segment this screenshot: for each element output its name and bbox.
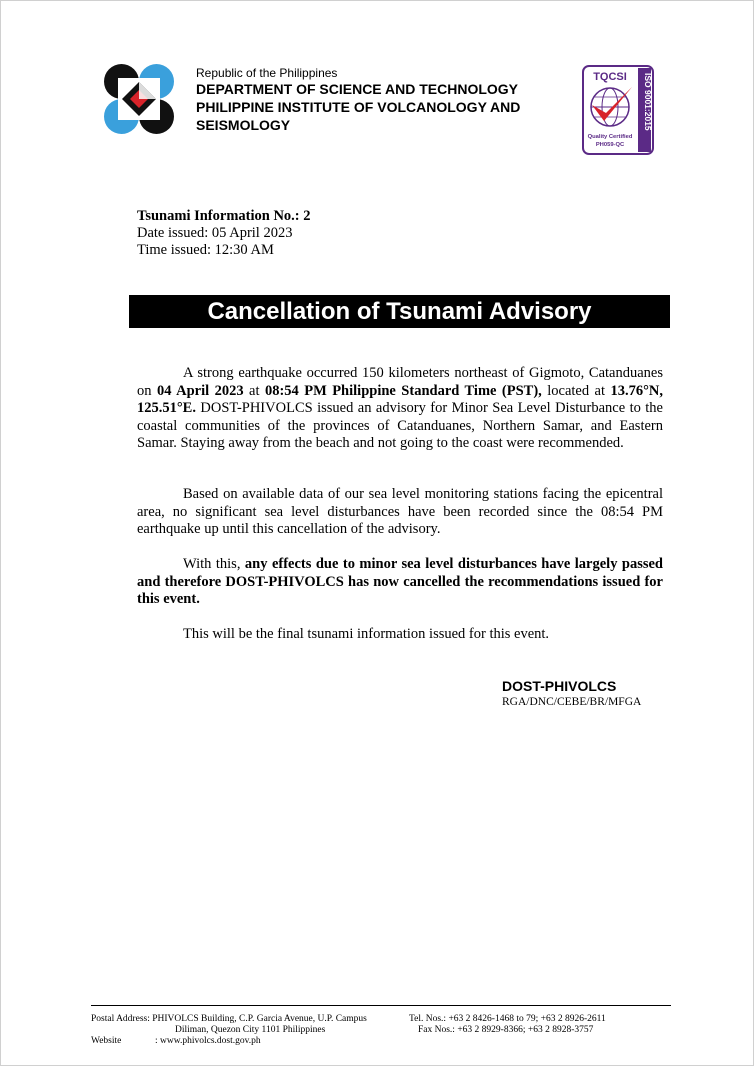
p3-bold-statement: any effects due to minor sea level disturbances have largely passed and therefore DOST-PHIVOLCS has now cancelled the recommendations issued for this event. (137, 556, 663, 607)
paragraph-final-note: This will be the final tsunami information issued for this event. (183, 626, 550, 642)
paragraph-cancellation (137, 556, 663, 609)
p1-time: 08:54 PM Philippine Standard Time (PST), (264, 382, 542, 399)
tsunami-info-number: Tsunami Information No.: 2 (137, 208, 311, 224)
website-link[interactable]: : www.phivolcs.dost.gov.ph (155, 1036, 261, 1046)
telephone-numbers: Tel. Nos.: +63 2 8426-1468 to 79; +63 2 8926-2611 (409, 1014, 606, 1024)
signature-org: DOST-PHIVOLCS (502, 678, 617, 694)
badge-line2-text: PH059-QC (595, 142, 625, 148)
advisory-title-banner: Cancellation of Tsunami Advisory (129, 295, 670, 328)
p1-coordinates: 13.76°N, 125.51°E. (137, 382, 663, 416)
paragraph-earthquake-details (137, 365, 663, 453)
p1-text-4: DOST-PHIVOLCS issued an advisory for Minor Sea Level Disturbance to the coastal communities of the provinces of Catanduanes, Northern Samar, and Eastern Samar. Staying away from the beach and not going to the coast were recommended. (137, 400, 663, 451)
agency-header (196, 66, 566, 134)
institute-name: PHILIPPINE INSTITUTE OF VOLCANOLOGY AND SEISMOLOGY (196, 99, 521, 133)
fax-numbers: Fax Nos.: +63 2 8929-8366; +63 2 8928-3757 (418, 1025, 594, 1035)
date-issued: Date issued: 05 April 2023 (137, 225, 293, 241)
badge-top-text: TQCSI (593, 71, 627, 83)
paragraph-sea-level-data: Based on available data of our sea level monitoring stations facing the epicentral area, no significant sea level disturbances have been recorded since the 08:54 PM earthquake up until this cancellation of the advisory. (137, 486, 663, 537)
p1-text-1: A strong earthquake occurred 150 kilometers northeast of Gigmoto, Catanduanes on (137, 365, 663, 399)
p3-text-1: With this, (183, 556, 245, 572)
p1-text-2: at (243, 382, 265, 399)
iso-certification-badge (582, 65, 654, 155)
p1-date: 04 April 2023 (156, 382, 244, 399)
department-name: DEPARTMENT OF SCIENCE AND TECHNOLOGY (196, 81, 519, 97)
footer-address (91, 1014, 367, 1047)
time-issued: Time issued: 12:30 AM (137, 242, 274, 258)
badge-side-text: ISO 9001:2015 (643, 73, 653, 131)
footer-contacts (409, 1014, 606, 1036)
tsunami-info-block (137, 208, 311, 259)
footer-divider (91, 1005, 671, 1006)
p1-text-3: located at (541, 382, 611, 399)
dost-logo-icon (104, 64, 174, 134)
website-label: Website (91, 1036, 122, 1046)
signature-initials: RGA/DNC/CEBE/BR/MFGA (502, 696, 642, 708)
signature-block (502, 678, 641, 710)
postal-address-line-2: Diliman, Quezon City 1101 Philippines (175, 1025, 326, 1035)
republic-text: Republic of the Philippines (196, 66, 338, 80)
postal-address-line-1: Postal Address: PHIVOLCS Building, C.P. Garcia Avenue, U.P. Campus (91, 1014, 367, 1024)
badge-line1-text: Quality Certified (587, 134, 633, 140)
